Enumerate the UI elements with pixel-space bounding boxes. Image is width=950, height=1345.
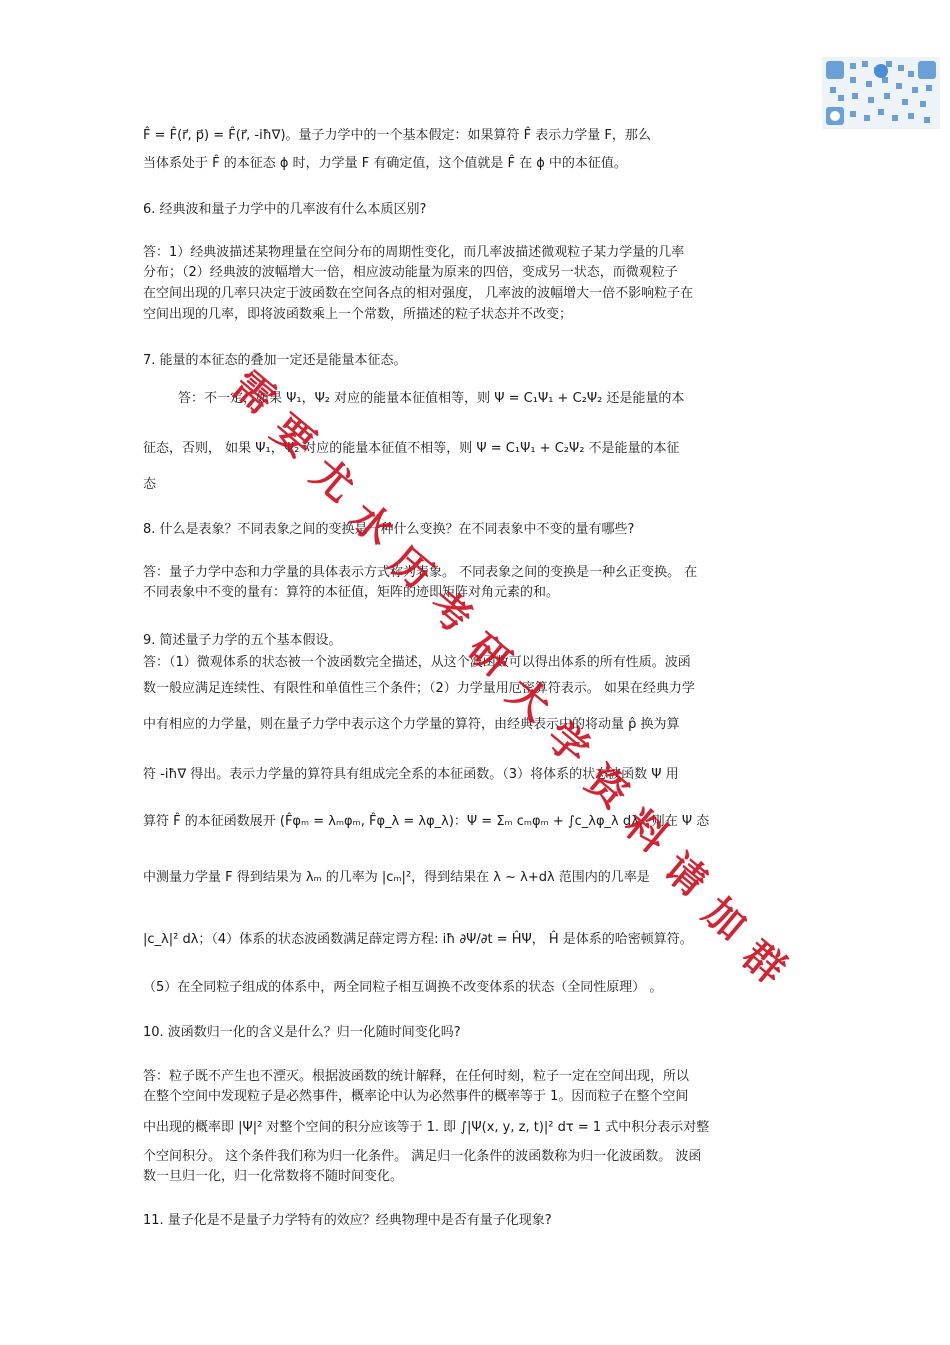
question-7: 7. 能量的本征态的叠加一定还是能量本征态。 (143, 353, 407, 368)
watermark-char: 群 (733, 931, 795, 994)
question-10: 10. 波函数归一化的含义是什么？归一化随时间变化吗? (143, 1025, 461, 1040)
watermark-char: 水 (341, 493, 403, 555)
answer-10-line-1: 答：粒子既不产生也不湮灭。根据波函数的统计解释，在任何时刻，粒子一定在空间出现，所以 (143, 1069, 690, 1084)
watermark-char: 加 (694, 887, 756, 950)
answer-7-line-1: 答：不一定，如果 Ψ₁，Ψ₂ 对应的能量本征值相等，则 Ψ = C₁Ψ₁ + C₂Ψ₂ 还是能量的本 (178, 391, 685, 406)
formula-line-1: F̂ = F̂(r⃗, p⃗) = F̂(r⃗, -iħ∇)。量子力学中的一个基本假定：如果算符 F̂ 表示力学量 F，那么 (143, 128, 651, 143)
watermark-char: 考 (419, 580, 481, 643)
answer-8-line-1: 答：量子力学中态和力学量的具体表示方式称为表象。 不同表象之间的变换是一种幺正变换。 在 (143, 565, 698, 580)
watermark-char: 学 (537, 712, 599, 775)
watermark-char: 研 (458, 624, 520, 687)
answer-7-line-3: 态 (143, 477, 157, 492)
answer-10-line-3: 中出现的概率即 |Ψ|² 对整个空间的积分应该等于 1. 即 ∫|Ψ(x, y, z, t)|² dτ = 1 式中积分表示对整 (143, 1120, 710, 1135)
answer-9-line-8: （5）在全同粒子组成的体系中，两全同粒子相互调换不改变体系的状态（全同性原理） 。 (143, 980, 663, 995)
watermark-char: 尤 (302, 449, 363, 512)
formula-line-2: 当体系处于 F̂ 的本征态 ϕ 时，力学量 F 有确定值，这个值就是 F̂ 在 ϕ 中的本征值。 (143, 156, 627, 171)
answer-6-line-2: 分布；（2）经典波的波幅增大一倍，相应波动能量为原来的四倍，变成另一状态，而微观粒子 (143, 265, 678, 280)
answer-10-line-2: 在整个空间中发现粒子是必然事件，概率论中认为必然事件的概率等于 1。因而粒子在整个空间 (143, 1089, 689, 1104)
answer-10-line-5: 数一旦归一化，归一化常数将不随时间变化。 (143, 1169, 404, 1184)
watermark-char: 需 (223, 361, 285, 424)
answer-7-line-2: 征态，否则， 如果 Ψ₁，Ψ₂ 对应的能量本征值不相等，则 Ψ = C₁Ψ₁ + C₂Ψ₂ 不是能量的本征 (143, 441, 680, 456)
answer-10-line-4: 个空间积分。 这个条件我们称为归一化条件。 满足归一化条件的波函数称为归一化波函数。 波函 (143, 1149, 702, 1164)
watermark-char: 要 (262, 405, 324, 468)
answer-9-line-6: 中测量力学量 F 得到结果为 λₘ 的几率为 |cₘ|²，得到结果在 λ ~ λ+dλ 范围内的几率是 (143, 870, 650, 885)
answer-9-line-4: 符 -iħ∇ 得出。表示力学量的算符具有组成完全系的本征函数。（3）将体系的状态波函数 Ψ 用 (143, 767, 679, 782)
answer-9-line-1: 答：（1）微观体系的状态被一个波函数完全描述，从这个波函数可以得出体系的所有性质。波函 (143, 655, 691, 670)
answer-8-line-2: 不同表象中不变的量有：算符的本征值，矩阵的迹即矩阵对角元素的和。 (143, 585, 560, 600)
answer-6-line-3: 在空间出现的几率只决定于波函数在空间各点的相对强度， 几率波的波幅增大一倍不影响粒子在 (143, 286, 694, 301)
watermark-char: 资 (576, 756, 638, 818)
question-11: 11. 量子化是不是量子力学特有的效应？经典物理中是否有量子化现象? (143, 1213, 552, 1228)
answer-9-line-2: 数一般应满足连续性、有限性和单值性三个条件；（2）力学量用厄密算符表示。 如果在经典力学 (143, 681, 695, 696)
answer-6-line-4: 空间出现的几率，即将波函数乘上一个常数，所描述的粒子状态并不改变； (143, 307, 573, 322)
answer-9-line-7: |c_λ|² dλ；（4）体系的状态波函数满足薛定谔方程: iħ ∂Ψ/∂t = ĤΨ， Ĥ 是体系的哈密顿算符。 (143, 932, 693, 947)
watermark-char: 料 (615, 800, 677, 862)
answer-6-line-1: 答：1）经典波描述某物理量在空间分布的周期性变化，而几率波描述微观粒子某力学量的几率 (143, 245, 685, 260)
qr-code-icon (822, 57, 940, 129)
question-6: 6. 经典波和量子力学中的几率波有什么本质区别? (143, 202, 427, 217)
answer-9-line-5: 算符 F̂ 的本征函数展开 (F̂φₘ = λₘφₘ, F̂φ_λ = λφ_λ)：Ψ = Σₘ cₘφₘ + ∫c_λφ_λ dλ，则在 Ψ 态 (143, 814, 710, 829)
question-9: 9. 简述量子力学的五个基本假设。 (143, 633, 342, 648)
watermark-char: 历 (380, 537, 442, 599)
watermark-char: 大 (498, 668, 560, 731)
question-8: 8. 什么是表象？不同表象之间的变换是一种什么变换？在不同表象中不变的量有哪些? (143, 522, 635, 537)
watermark-char: 请 (655, 843, 716, 906)
answer-9-line-3: 中有相应的力学量，则在量子力学中表示这个力学量的算符，由经典表示中的将动量 p̂ 换为算 (143, 717, 680, 732)
